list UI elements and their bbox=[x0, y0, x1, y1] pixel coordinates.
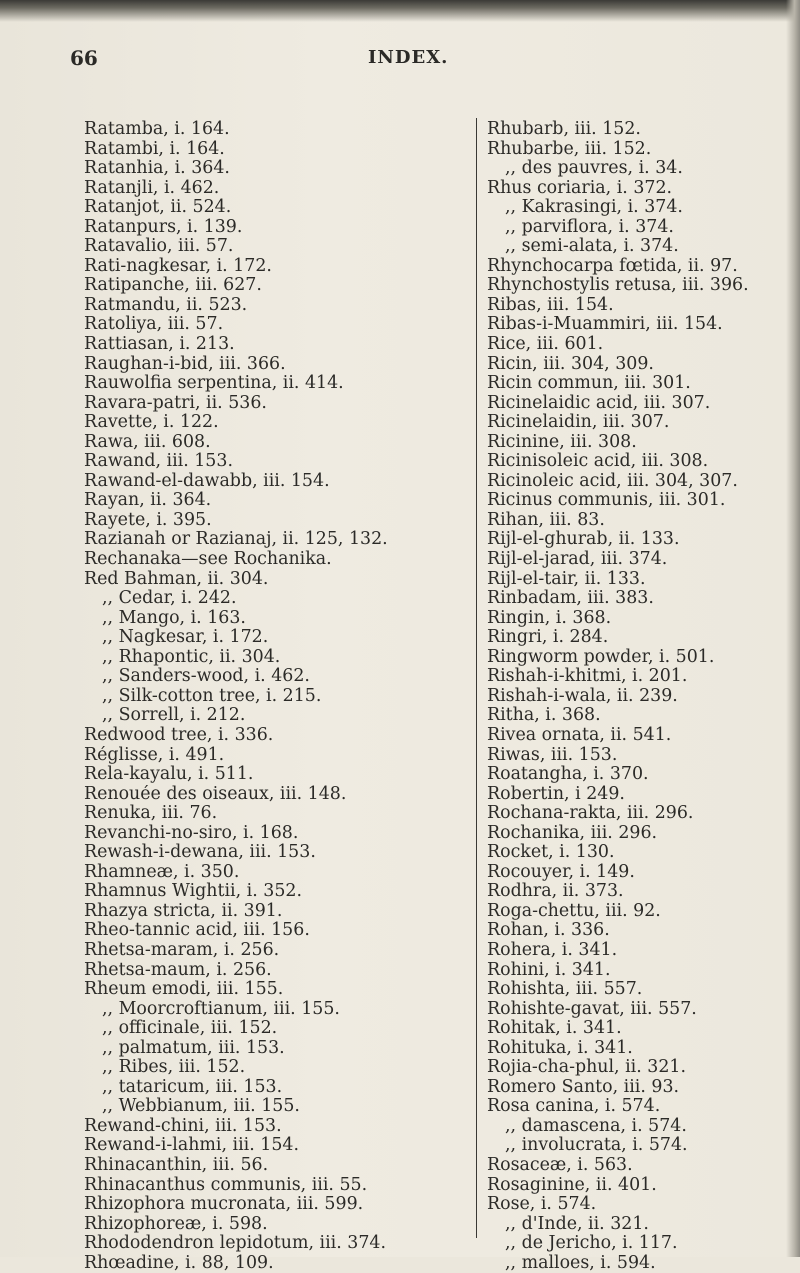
index-entry: Rochanika, iii. 296. bbox=[487, 823, 658, 843]
index-entry: Ratanjot, ii. 524. bbox=[84, 198, 232, 218]
index-entry: Rohishte-gavat, iii. 557. bbox=[487, 999, 697, 1019]
index-entry: Rohituka, i. 341. bbox=[487, 1038, 633, 1058]
index-entry: Ratamba, i. 164. bbox=[84, 120, 230, 139]
index-entry: Rhynchocarpa fœtida, ii. 97. bbox=[487, 256, 738, 276]
index-entry: ,, Webbianum, iii. 155. bbox=[102, 1097, 300, 1117]
index-entry: Rhododendron lepidotum, iii. 374. bbox=[84, 1234, 386, 1254]
index-entry: Rohishta, iii. 557. bbox=[487, 980, 643, 1000]
index-entry: ,, Ribes, iii. 152. bbox=[102, 1058, 246, 1078]
index-entry: Red Bahman, ii. 304. bbox=[84, 569, 269, 589]
index-entry: Roatangha, i. 370. bbox=[487, 765, 649, 785]
index-entry: Rochana-rakta, iii. 296. bbox=[487, 804, 694, 824]
index-entry: Rauwolfia serpentina, ii. 414. bbox=[84, 374, 344, 394]
index-entry: Roga-chettu, iii. 92. bbox=[487, 901, 661, 921]
index-entry: Ritha, i. 368. bbox=[487, 706, 601, 726]
index-entry: ,, damascena, i. 574. bbox=[505, 1116, 687, 1136]
index-entry: ,, malloes, i. 594. bbox=[505, 1253, 656, 1273]
index-entry: Ricin commun, iii. 301. bbox=[487, 374, 691, 394]
index-entry: Rosaginine, ii. 401. bbox=[487, 1175, 657, 1195]
index-entry: Romero Santo, iii. 93. bbox=[487, 1077, 680, 1097]
binding-shadow bbox=[786, 0, 800, 1257]
index-entry: Rijl-el-jarad, iii. 374. bbox=[487, 550, 668, 570]
index-entry: ,, de Jericho, i. 117. bbox=[505, 1234, 678, 1254]
index-entry: Rijl-el-tair, ii. 133. bbox=[487, 569, 646, 589]
index-entry: Rhus coriaria, i. 372. bbox=[487, 178, 673, 198]
index-entry: Renuka, iii. 76. bbox=[84, 804, 218, 824]
index-entry: ,, Nagkesar, i. 172. bbox=[102, 628, 269, 648]
index-entry: ,, Rhapontic, ii. 304. bbox=[102, 647, 281, 667]
index-entry: ,, Kakrasingi, i. 374. bbox=[505, 198, 683, 218]
index-entry: Rhetsa-maum, i. 256. bbox=[84, 960, 272, 980]
index-entry: Ravara-patri, ii. 536. bbox=[84, 393, 267, 413]
index-entry: Rohitak, i. 341. bbox=[487, 1019, 622, 1039]
index-entry: Ricinelaidin, iii. 307. bbox=[487, 413, 670, 433]
index-entry: Ratanpurs, i. 139. bbox=[84, 217, 243, 237]
index-entry: Ringworm powder, i. 501. bbox=[487, 647, 715, 667]
index-entry: Rohan, i. 336. bbox=[487, 921, 610, 941]
index-entry: Rati-nagkesar, i. 172. bbox=[84, 256, 272, 276]
index-entry: Ratavalio, iii. 57. bbox=[84, 237, 234, 257]
index-entry: Rhetsa-maram, i. 256. bbox=[84, 940, 280, 960]
index-entry: Rhubarb, iii. 152. bbox=[487, 120, 641, 139]
index-entry: Ricinus communis, iii. 301. bbox=[487, 491, 726, 511]
index-entry: Ribas, iii. 154. bbox=[487, 295, 614, 315]
index-entry: Ratoliya, iii. 57. bbox=[84, 315, 224, 335]
index-entry: ,, Mango, i. 163. bbox=[102, 608, 246, 628]
index-entry: Rose, i. 574. bbox=[487, 1195, 597, 1215]
index-entry: ,, involucrata, i. 574. bbox=[505, 1136, 688, 1156]
index-entry: Robertin, i 249. bbox=[487, 784, 625, 804]
index-entry: Ravette, i. 122. bbox=[84, 413, 219, 433]
index-entry: Rewand-i-lahmi, iii. 154. bbox=[84, 1136, 299, 1156]
index-entry: Ratambi, i. 164. bbox=[84, 139, 225, 159]
index-entry: Rodhra, ii. 373. bbox=[487, 882, 624, 902]
index-entry: ,, Sanders-wood, i. 462. bbox=[102, 667, 310, 687]
index-entry: Rhubarbe, iii. 152. bbox=[487, 139, 652, 159]
index-entry: Réglisse, i. 491. bbox=[84, 745, 225, 765]
index-entry: Raughan-i-bid, iii. 366. bbox=[84, 354, 286, 374]
index-column-right bbox=[487, 120, 787, 1273]
index-entry: Rhizophoreæ, i. 598. bbox=[84, 1214, 268, 1234]
index-entry: Rhinacanthin, iii. 56. bbox=[84, 1155, 269, 1175]
index-entry: ,, d'Inde, ii. 321. bbox=[505, 1214, 649, 1234]
index-entry: Rosa canina, i. 574. bbox=[487, 1097, 661, 1117]
index-entry: Rhynchostylis retusa, iii. 396. bbox=[487, 276, 749, 296]
index-entry: Ringri, i. 284. bbox=[487, 628, 609, 648]
index-column-left bbox=[84, 120, 464, 1273]
index-entry: Rhizophora mucronata, iii. 599. bbox=[84, 1195, 364, 1215]
column-divider bbox=[476, 118, 477, 1238]
index-entry: Rewash-i-dewana, iii. 153. bbox=[84, 843, 316, 863]
index-entry: Rheo-tannic acid, iii. 156. bbox=[84, 921, 310, 941]
index-entry: Rojia-cha-phul, ii. 321. bbox=[487, 1058, 686, 1078]
index-entry: Rijl-el-ghurab, ii. 133. bbox=[487, 530, 680, 550]
index-entry: Rohini, i. 341. bbox=[487, 960, 611, 980]
index-entry: Rhœadine, i. 88, 109. bbox=[84, 1253, 274, 1273]
index-entry: Rhamnus Wightii, i. 352. bbox=[84, 882, 302, 902]
index-entry: Rice, iii. 601. bbox=[487, 335, 604, 355]
running-head: INDEX. bbox=[368, 47, 449, 68]
index-entry: Rhazya stricta, ii. 391. bbox=[84, 901, 283, 921]
index-entry: ,, palmatum, iii. 153. bbox=[102, 1038, 285, 1058]
index-entry: Rawa, iii. 608. bbox=[84, 432, 211, 452]
index-entry: ,, Moorcroftianum, iii. 155. bbox=[102, 999, 340, 1019]
index-entry: Rihan, iii. 83. bbox=[487, 510, 605, 530]
index-entry: Ricinoleic acid, iii. 304, 307. bbox=[487, 471, 738, 491]
index-entry: Ricinelaidic acid, iii. 307. bbox=[487, 393, 711, 413]
index-entry: Renouée des oiseaux, iii. 148. bbox=[84, 784, 347, 804]
index-entry: Rocouyer, i. 149. bbox=[487, 862, 635, 882]
index-entry: Revanchi-no-siro, i. 168. bbox=[84, 823, 299, 843]
index-entry: Rawand-el-dawabb, iii. 154. bbox=[84, 471, 330, 491]
index-entry: Rayan, ii. 364. bbox=[84, 491, 212, 511]
index-entry: Rewand-chini, iii. 153. bbox=[84, 1116, 282, 1136]
index-entry: ,, officinale, iii. 152. bbox=[102, 1019, 278, 1039]
index-entry: ,, semi-alata, i. 374. bbox=[505, 237, 679, 257]
index-entry: ,, Cedar, i. 242. bbox=[102, 589, 237, 609]
index-entry: Rawand, iii. 153. bbox=[84, 452, 233, 472]
index-entry: Rayete, i. 395. bbox=[84, 510, 212, 530]
index-entry: Rohera, i. 341. bbox=[487, 940, 618, 960]
index-entry: Rivea ornata, ii. 541. bbox=[487, 725, 672, 745]
index-entry: Rishah-i-khitmi, i. 201. bbox=[487, 667, 688, 687]
index-entry: Rhinacanthus communis, iii. 55. bbox=[84, 1175, 368, 1195]
index-entry: ,, parviflora, i. 374. bbox=[505, 217, 674, 237]
index-entry: Rocket, i. 130. bbox=[487, 843, 615, 863]
index-entry: Rishah-i-wala, ii. 239. bbox=[487, 686, 678, 706]
index-entry: Ratmandu, ii. 523. bbox=[84, 295, 248, 315]
index-entry: Ricinisoleic acid, iii. 308. bbox=[487, 452, 709, 472]
index-entry: Ringin, i. 368. bbox=[487, 608, 612, 628]
index-entry: Rinbadam, iii. 383. bbox=[487, 589, 654, 609]
index-entry: Ribas-i-Muammiri, iii. 154. bbox=[487, 315, 723, 335]
page-edge-shadow bbox=[0, 0, 800, 22]
index-entry: Ratipanche, iii. 627. bbox=[84, 276, 262, 296]
index-entry: Rheum emodi, iii. 155. bbox=[84, 980, 284, 1000]
index-entry: Ratanhia, i. 364. bbox=[84, 159, 230, 179]
index-entry: Ricinine, iii. 308. bbox=[487, 432, 637, 452]
index-entry: Redwood tree, i. 336. bbox=[84, 725, 274, 745]
index-entry: Ratanjli, i. 462. bbox=[84, 178, 220, 198]
index-entry: Riwas, iii. 153. bbox=[487, 745, 618, 765]
page-number: 66 bbox=[70, 46, 98, 70]
index-entry: Rechanaka—see Rochanika. bbox=[84, 550, 332, 570]
index-entry: ,, des pauvres, i. 34. bbox=[505, 159, 683, 179]
index-entry: Rattiasan, i. 213. bbox=[84, 335, 235, 355]
index-entry: ,, tataricum, iii. 153. bbox=[102, 1077, 283, 1097]
index-entry: Ricin, iii. 304, 309. bbox=[487, 354, 654, 374]
index-entry: Rosaceæ, i. 563. bbox=[487, 1155, 633, 1175]
index-entry: ,, Silk-cotton tree, i. 215. bbox=[102, 686, 322, 706]
index-entry: ,, Sorrell, i. 212. bbox=[102, 706, 246, 726]
index-entry: Razianah or Razianaj, ii. 125, 132. bbox=[84, 530, 388, 550]
index-entry: Rhamneæ, i. 350. bbox=[84, 862, 240, 882]
index-entry: Rela-kayalu, i. 511. bbox=[84, 765, 254, 785]
